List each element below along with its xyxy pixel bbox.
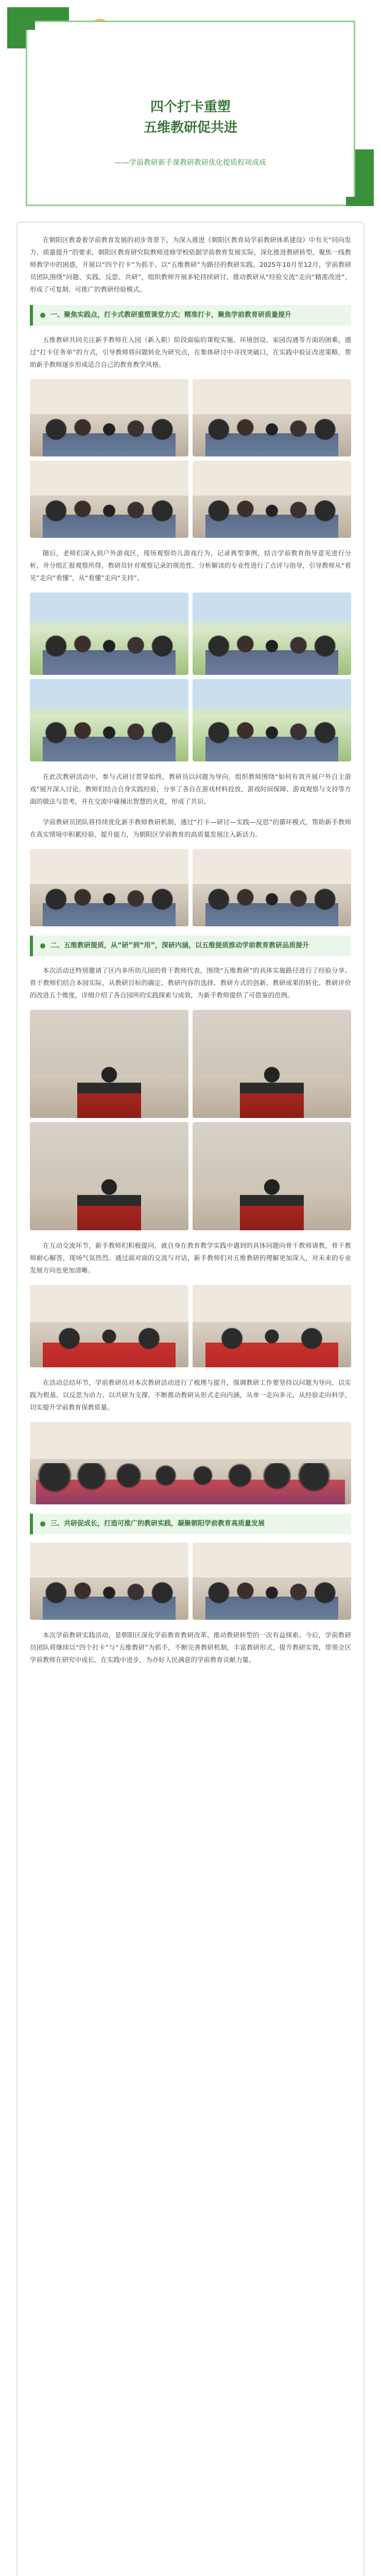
- bullet-icon: [40, 943, 45, 948]
- bullet-icon: [40, 313, 45, 318]
- outdoor-photo[interactable]: [193, 679, 351, 761]
- title-line-1: 四个打卡重塑: [150, 99, 231, 115]
- speaker-photo[interactable]: [30, 1122, 188, 1230]
- section-3-paragraph-1: 本次学前教研实践活动，是朝阳区深化学前教育教研改革、推动教研转型的一次有益探索。今后，学前教研员团队将继续以“四个打卡”与“五维教研”为抓手，不断完善教研机制，丰富教研形式，提升教研实效，带领全区学前教师在研究中成长、在实践中进步，为办好人民满意的学前教育贡献力量。: [30, 1631, 351, 1664]
- section-2-paragraph-2: 在互动交流环节，新手教师们积极提问，就自身在教育教学实践中遇到的具体问题向骨干教师请教，骨干教师耐心解答，现场气氛热烈。通过面对面的交流与对话，新手教师们对五维教研的理解更加深入，对未来的专业发展方向也更加清晰。: [30, 1242, 351, 1274]
- section-2-paragraph-3: 在活动总结环节，学前教研员对本次教研活动进行了梳理与提升，强调教研工作要坚持以问题为导向、以实践为根基、以反思为动力、以共研为支撑，不断推动教研从形式走向内涵，从单一走向多元，从经验走向科学，切实提升学前教育保教质量。: [30, 1379, 351, 1411]
- speaker-photo[interactable]: [193, 1122, 351, 1230]
- activity-photo[interactable]: [30, 1285, 188, 1367]
- photo-grid-2: [30, 592, 351, 761]
- section-2-title: 二、五维教研提质，从“研”到“用”，深研内涵，以五维提质推动学前教育教研品质提升: [50, 942, 309, 950]
- bullet-icon: [40, 1521, 45, 1527]
- title-frame: [26, 21, 355, 206]
- outdoor-photo[interactable]: [193, 592, 351, 675]
- section-2-paragraph-1: 本次活动还特别邀请了区内多所幼儿园的骨干教师代表，围绕“五维教研”的具体实施路径进行了经验分享。骨干教师们结合本园实际，从教研目标的确定、教研内容的选择、教研方式的创新、教研成果的转化、教研评价的改进五个维度，详细介绍了各自园所的实践探索与成效，为新手教师提供了可借鉴的范例。: [30, 967, 351, 999]
- activity-photo[interactable]: [193, 849, 351, 926]
- section-1-paragraph-4: 学前教研员团队将持续优化新手教师教研机制，通过“打卡—研讨—实践—反思”的循环模式，帮助新手教师在真实情境中积累经验、提升能力，为朝阳区学前教育的高质量发展注入新活力。: [30, 818, 351, 838]
- section-3-title: 三、共研促成长，打造可推广的教研实践，凝聚朝阳学前教育高质量发展: [50, 1520, 265, 1528]
- photo-grid-3: [30, 849, 351, 926]
- activity-photo[interactable]: [193, 1285, 351, 1367]
- section-1-title: 一、聚焦实践点，打卡式教研重塑课堂方式；精准打卡，聚焦学前教育研质量提升: [50, 311, 292, 319]
- activity-photo[interactable]: [193, 379, 351, 456]
- section-1-paragraph-3: 在此次教研活动中，参与式研讨贯穿始终，教研员以问题为导向，组织教师围绕“如何有效开展户外自主游戏”展开深入讨论。教师们结合自身实践经验，分享了各自在游戏材料投放、游戏时间保障、游戏观察与支持等方面的做法与思考，并在交流中碰撞出智慧的火花，形成了共识。: [30, 773, 351, 805]
- photo-grid-4: [30, 1010, 351, 1230]
- activity-photo[interactable]: [30, 379, 188, 456]
- section-2-header: [30, 936, 351, 956]
- intro-paragraph: 在朝阳区教委着学前教育发展的初步背景下，为深入推进《朝阳区教育局学前教研体系建设》中有关“同向发力、质量提升”的要求，朝阳区教育研究院教师进修学校依据学前教育发展实际，深化推进教研转型，聚焦一线教师教学中的困惑，开展以“四个打卡”为抓手、以“五维教研”为路径的教研实践。2025年10月至12月，学前教研员团队围绕“问题、实践、反思、共研”，组织教师开展多轮持续研讨，推动教研从“经验交流”走向“精准改进”，形成了可复制、可推广的教研经验模式。: [30, 236, 351, 293]
- page-subtitle: ——学前教研新手课教研教研优化提质程项成成: [115, 159, 266, 167]
- photo-grid-1: [30, 379, 351, 538]
- page-title: [27, 97, 354, 138]
- article-body: [16, 222, 365, 2576]
- section-1-paragraph-2: 随后，老师们深入到户外游戏区，现场观察幼儿游戏行为，记录典型事例，结合学前教育指导意见进行分析，并分组汇报观察所得。教研员针对观察记录的规范性、分析解读的专业性进行了点评与指导，引导教师从“看见”走向“看懂”，从“看懂”走向“支持”。: [30, 549, 351, 582]
- photo-grid-5: [30, 1285, 351, 1367]
- activity-photo[interactable]: [30, 849, 188, 926]
- activity-photo[interactable]: [193, 461, 351, 538]
- activity-photo[interactable]: [30, 461, 188, 538]
- section-1-paragraph-1: 五维教研共同关注新手教师在入园（新入职）阶段面临的课程实施、环境创设、家园沟通等方面的困难，通过“打卡任务单”的方式，引导教师将问题转化为研究点，在集体研讨中寻找突破口，在实践中验证改进策略，帮助新手教师逐步形成适合自己的教育教学风格。: [30, 336, 351, 368]
- activity-photo[interactable]: [30, 1543, 188, 1620]
- group-photo[interactable]: [30, 1422, 351, 1504]
- header-banner: [0, 0, 381, 216]
- outdoor-photo[interactable]: [30, 679, 188, 761]
- photo-grid-7: [30, 1543, 351, 1620]
- activity-photo[interactable]: [193, 1543, 351, 1620]
- section-1-header: [30, 305, 351, 326]
- title-line-2: 五维教研促共进: [143, 120, 237, 135]
- section-3-header: [30, 1514, 351, 1534]
- outdoor-photo[interactable]: [30, 592, 188, 675]
- speaker-photo[interactable]: [30, 1010, 188, 1118]
- photo-grid-6: [30, 1422, 351, 1504]
- speaker-photo[interactable]: [193, 1010, 351, 1118]
